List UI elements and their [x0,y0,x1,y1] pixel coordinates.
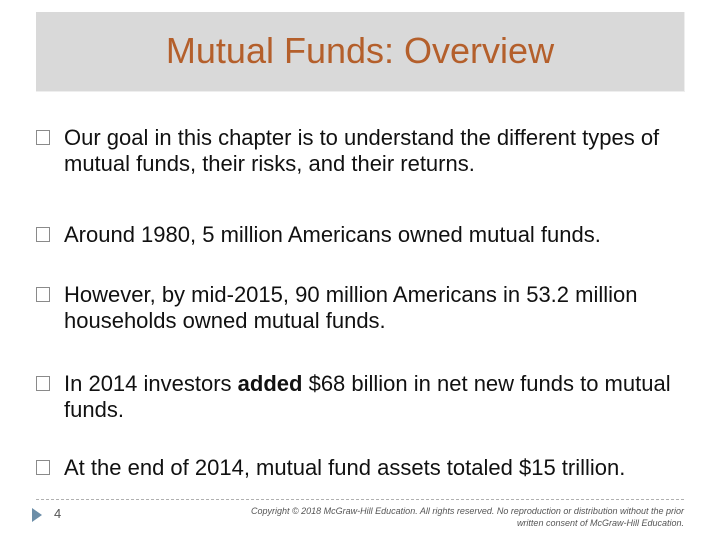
bullet-text: However, by mid-2015, 90 million Americans in 53.2 million households owned mutual funds. [64,282,638,333]
bullet-item [36,125,696,177]
square-bullet-icon [36,287,50,302]
bullet-text: Our goal in this chapter is to understand the different types of mutual funds, their risks, and their returns. [64,125,660,176]
title-bar [36,12,685,92]
bullet-item [36,222,696,248]
bullet-text-end: $68 billion in net new funds to mutual funds. [64,371,671,422]
square-bullet-icon [36,376,50,391]
bullet-text-start: In 2014 investors [64,371,238,396]
bullet-text: Around 1980, 5 million Americans owned mutual funds. [64,222,601,247]
bullet-emphasis: added [237,371,303,396]
bullet-item [36,371,696,423]
bullet-text [36,371,696,423]
footer-divider [36,499,684,500]
square-bullet-icon [36,227,50,242]
slide-title: Mutual Funds: Overview [165,30,555,71]
bullet-item [36,282,696,334]
triangle-arrow-icon [32,508,42,522]
square-bullet-icon [36,130,50,145]
bullet-text: At the end of 2014, mutual fund assets totaled $15 trillion. [64,455,626,480]
page-number: 4 [54,506,62,521]
bullet-item [36,455,696,481]
copyright-notice: Copyright © 2018 McGraw-Hill Education. All rights reserved. No reproduction or distribution without the prior written consent of McGraw-Hill Education. [251,506,684,528]
square-bullet-icon [36,460,50,475]
